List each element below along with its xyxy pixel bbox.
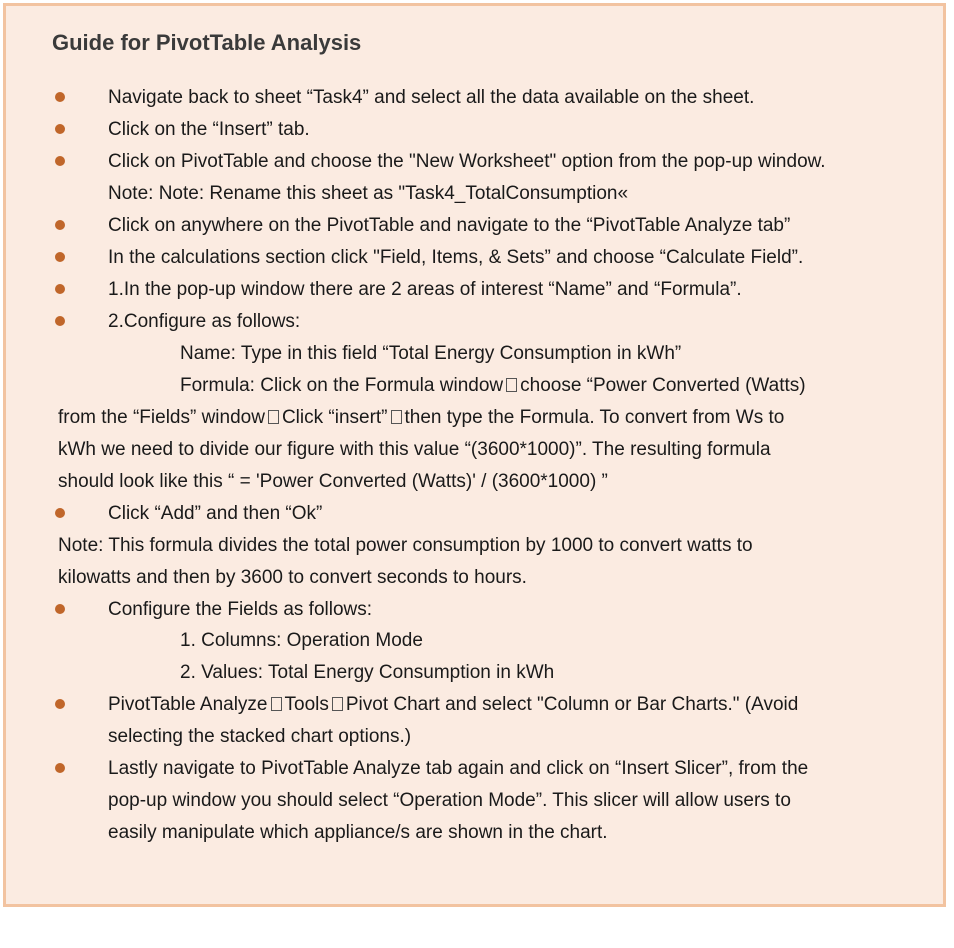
pivot-chart-text-c: Pivot Chart and select "Column or Bar Charts." (Avoid	[345, 694, 799, 715]
pivot-chart-text-a: PivotTable Analyze	[108, 694, 268, 715]
pivot-chart-note: selecting the stacked chart options.)	[108, 726, 412, 747]
arrow-placeholder-icon	[391, 410, 402, 424]
formula-text-a: Formula: Click on the Formula window	[180, 375, 504, 396]
step-slicer-3: easily manipulate which appliance/s are shown in the chart.	[108, 822, 608, 843]
formula-text-b: choose “Power Converted (Watts)	[520, 375, 806, 396]
step-slicer-1: Lastly navigate to PivotTable Analyze tab again and click on “Insert Slicer”, from the	[108, 758, 809, 779]
step-slicer-2: pop-up window you should select “Operation Mode”. This slicer will allow users to	[108, 790, 791, 811]
fields-values: 2. Values: Total Energy Consumption in kWh	[180, 662, 555, 683]
step-popup: 1.In the pop-up window there are 2 areas of interest “Name” and “Formula”.	[108, 279, 742, 300]
bullet-icon	[55, 92, 65, 102]
step-insert-tab: Click on the “Insert” tab.	[108, 119, 310, 140]
arrow-placeholder-icon	[506, 378, 517, 392]
step-configure-fields: Configure the Fields as follows:	[108, 599, 373, 620]
pivot-chart-text-b: Tools	[284, 694, 329, 715]
bullet-icon	[55, 604, 65, 614]
fields-columns: 1. Columns: Operation Mode	[180, 630, 423, 651]
bullet-icon	[55, 220, 65, 230]
step-calculations: In the calculations section click "Field, Items, & Sets” and choose “Calculate Field”.	[108, 247, 804, 268]
arrow-placeholder-icon	[268, 410, 279, 424]
formula-example: should look like this “ = 'Power Converted (Watts)' / (3600*1000) ”	[58, 471, 608, 492]
step-add-ok: Click “Add” and then “Ok”	[108, 503, 323, 524]
bullet-icon	[55, 763, 65, 773]
step-navigate: Navigate back to sheet “Task4” and select all the data available on the sheet.	[108, 87, 755, 108]
step-analyze-tab: Click on anywhere on the PivotTable and navigate to the “PivotTable Analyze tab”	[108, 215, 791, 236]
bullet-icon	[55, 699, 65, 709]
arrow-placeholder-icon	[271, 697, 282, 711]
name-instruction: Name: Type in this field “Total Energy Consumption in kWh”	[180, 343, 682, 364]
arrow-placeholder-icon	[332, 697, 343, 711]
bullet-icon	[55, 284, 65, 294]
fields-text-a: from the “Fields” window	[58, 407, 265, 428]
step-rename-note: Note: Note: Rename this sheet as "Task4_TotalConsumption«	[108, 183, 629, 204]
fields-text-b: Click “insert”	[281, 407, 388, 428]
fields-instruction	[58, 406, 784, 430]
bullet-icon	[55, 252, 65, 262]
formula-note-2: kilowatts and then by 3600 to convert seconds to hours.	[58, 567, 527, 588]
step-pivot-chart	[108, 693, 798, 717]
step-pivottable: Click on PivotTable and choose the "New Worksheet" option from the pop-up window.	[108, 151, 826, 172]
page-title: Guide for PivotTable Analysis	[52, 30, 362, 55]
bullet-icon	[55, 124, 65, 134]
bullet-icon	[55, 156, 65, 166]
formula-instruction	[180, 374, 806, 398]
step-configure: 2.Configure as follows:	[108, 311, 301, 332]
fields-text-c: then type the Formula. To convert from Ws to	[404, 407, 785, 428]
kwh-instruction: kWh we need to divide our figure with this value “(3600*1000)”. The resulting formula	[58, 439, 771, 460]
bullet-icon	[55, 316, 65, 326]
formula-note-1: Note: This formula divides the total power consumption by 1000 to convert watts to	[58, 535, 753, 556]
bullet-icon	[55, 508, 65, 518]
